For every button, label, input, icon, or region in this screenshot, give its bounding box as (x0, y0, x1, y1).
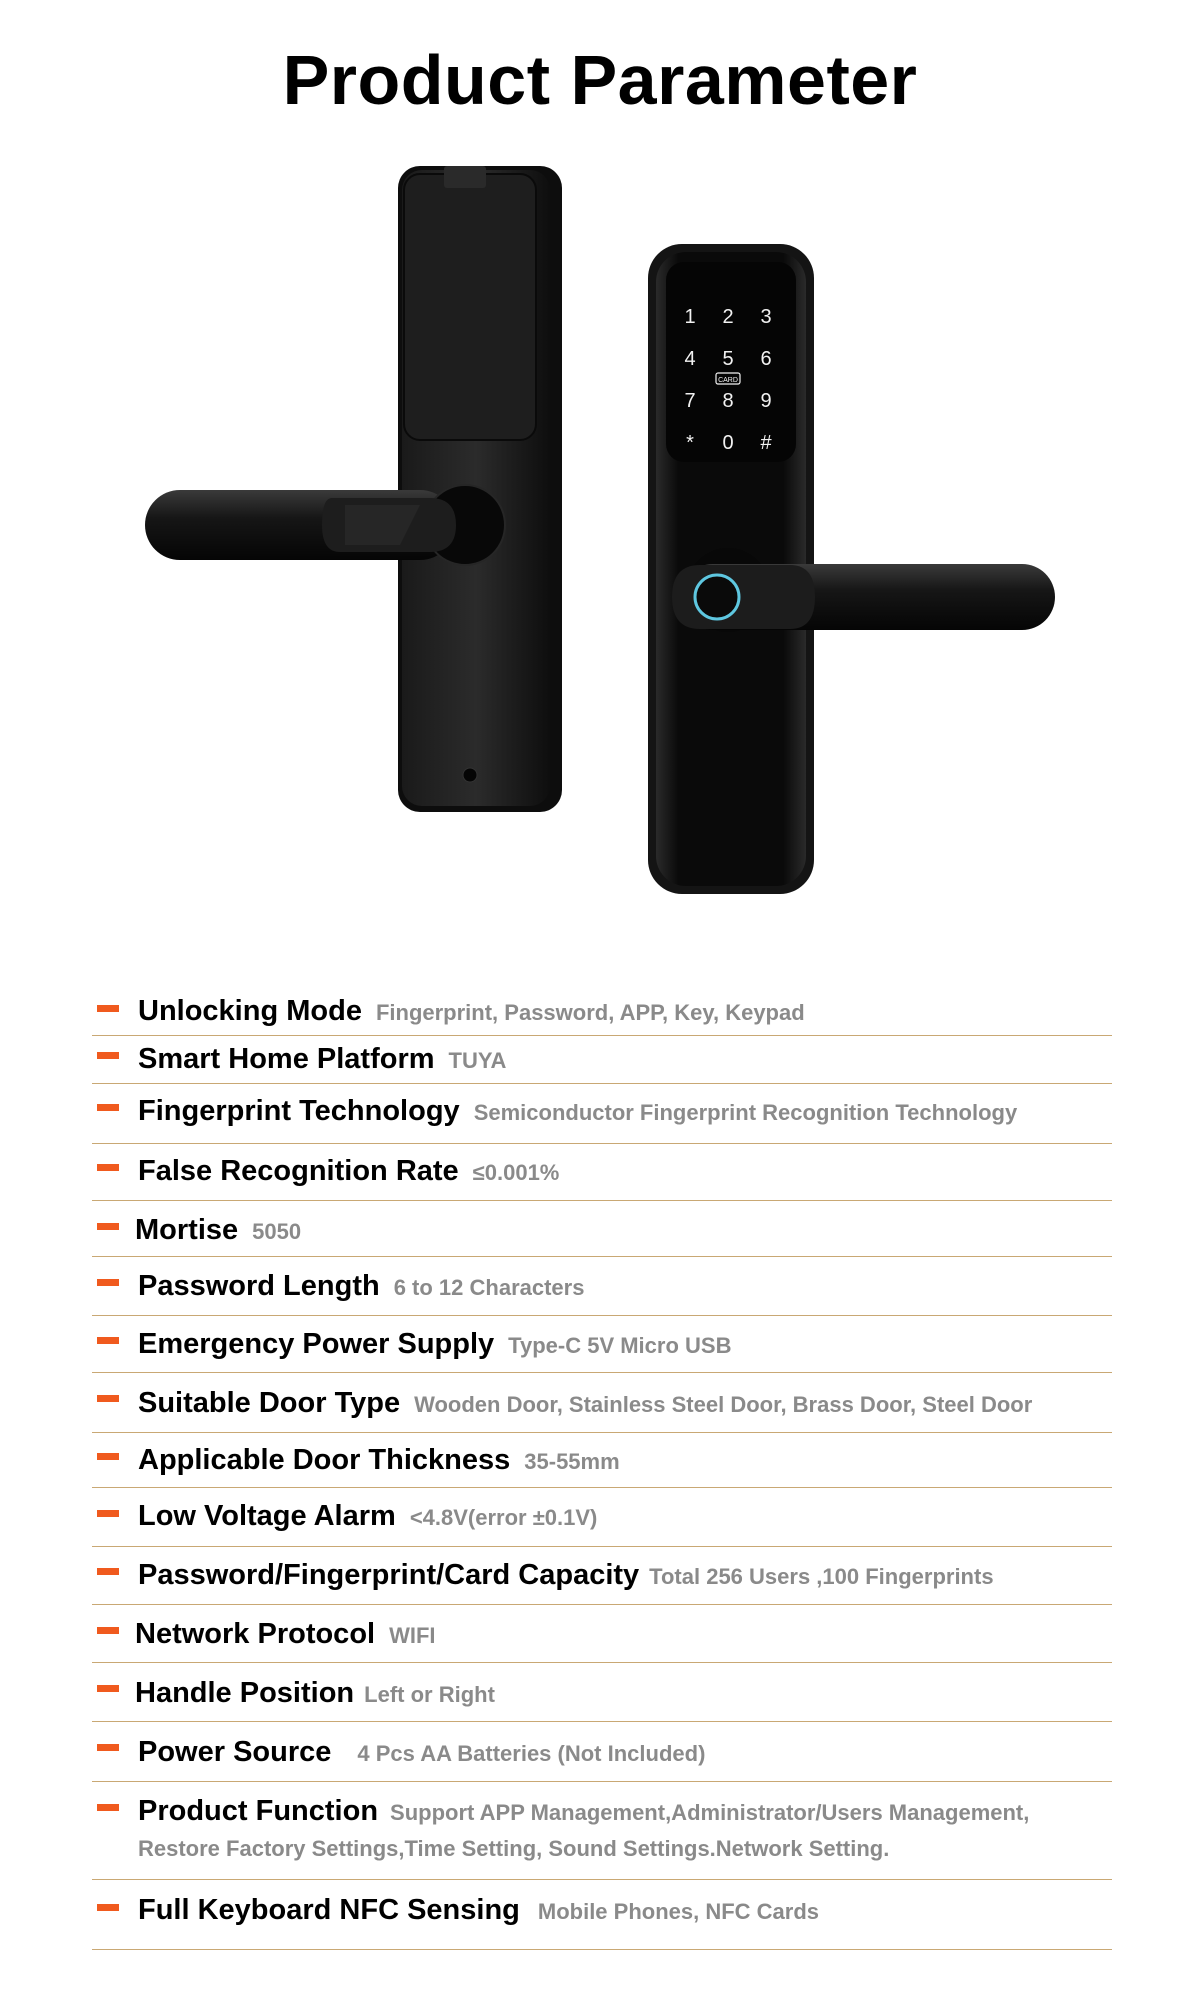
card-label: CARD (718, 377, 738, 384)
orange-bullet-icon (97, 1804, 119, 1811)
spec-label: Product Function (138, 1795, 379, 1827)
orange-bullet-icon (97, 1223, 119, 1230)
key-9[interactable]: 9 (760, 390, 772, 412)
spec-row-fingerprint-technology (92, 1084, 1112, 1144)
key-4[interactable]: 4 (684, 348, 696, 370)
orange-bullet-icon (97, 1337, 119, 1344)
spec-row-password-length (92, 1257, 1112, 1316)
spec-label: Handle Position (135, 1677, 355, 1709)
orange-bullet-icon (97, 1279, 119, 1286)
spec-row-suitable-door-type (92, 1373, 1112, 1433)
spec-label: Power Source (138, 1736, 332, 1768)
spec-value: 35-55mm (524, 1449, 620, 1474)
spec-value: Mobile Phones, NFC Cards (537, 1899, 820, 1924)
spec-value: Semiconductor Fingerprint Recognition Technology (473, 1100, 1018, 1125)
orange-bullet-icon (97, 1005, 119, 1012)
orange-bullet-icon (97, 1052, 119, 1059)
spec-label: Fingerprint Technology (138, 1095, 460, 1127)
key-hash[interactable]: # (760, 432, 772, 454)
orange-bullet-icon (97, 1904, 119, 1911)
spec-value: 6 to 12 Characters (393, 1275, 585, 1300)
spec-row-unlocking-mode (92, 983, 1112, 1036)
spec-label: False Recognition Rate (138, 1155, 459, 1187)
spec-row-mortise (92, 1201, 1112, 1257)
key-1[interactable]: 1 (684, 306, 696, 328)
spec-value: 4 Pcs AA Batteries (Not Included) (357, 1741, 706, 1766)
spec-row-emergency-power-supply (92, 1316, 1112, 1373)
spec-value-line2: Restore Factory Settings,Time Setting, Sound Settings.Network Setting. (138, 1836, 890, 1861)
spec-value: ≤0.001% (472, 1160, 560, 1185)
spec-label: Full Keyboard NFC Sensing (138, 1894, 520, 1926)
orange-bullet-icon (97, 1104, 119, 1111)
spec-label: Suitable Door Type (138, 1387, 401, 1419)
spec-value: Left or Right (364, 1682, 495, 1707)
spec-label: Password Length (138, 1270, 380, 1302)
back-panel-lock (145, 166, 562, 812)
spec-value: Support APP Management,Administrator/Users Management, (390, 1800, 1030, 1825)
orange-bullet-icon (97, 1164, 119, 1171)
spec-row-false-recognition-rate (92, 1144, 1112, 1201)
spec-value: Total 256 Users ,100 Fingerprints (649, 1564, 994, 1589)
spec-row-nfc-sensing (92, 1880, 1112, 1950)
spec-label: Low Voltage Alarm (138, 1500, 396, 1532)
spec-value: Wooden Door, Stainless Steel Door, Brass Door, Steel Door (414, 1392, 1033, 1417)
spec-label: Applicable Door Thickness (138, 1444, 511, 1476)
spec-row-handle-position (92, 1663, 1112, 1722)
spec-row-network-protocol (92, 1605, 1112, 1663)
spec-label: Unlocking Mode (138, 995, 362, 1027)
orange-bullet-icon (97, 1453, 119, 1460)
orange-bullet-icon (97, 1627, 119, 1634)
spec-value: WIFI (389, 1623, 436, 1648)
spec-value: 5050 (252, 1219, 302, 1244)
spec-value: Type-C 5V Micro USB (508, 1333, 732, 1358)
key-8[interactable]: 8 (722, 390, 734, 412)
key-7[interactable]: 7 (684, 390, 696, 412)
orange-bullet-icon (97, 1510, 119, 1517)
orange-bullet-icon (97, 1395, 119, 1402)
spec-row-product-function (92, 1782, 1112, 1880)
spec-row-capacity (92, 1547, 1112, 1605)
key-star[interactable]: * (686, 432, 694, 454)
spec-label: Smart Home Platform (138, 1043, 435, 1075)
spec-label: Password/Fingerprint/Card Capacity (138, 1559, 640, 1591)
orange-bullet-icon (97, 1568, 119, 1575)
spec-label: Mortise (135, 1214, 239, 1246)
spec-list (92, 983, 1112, 1950)
spec-row-smart-home-platform (92, 1036, 1112, 1084)
key-5[interactable]: 5 (722, 348, 734, 370)
spec-label: Network Protocol (135, 1618, 376, 1650)
orange-bullet-icon (97, 1685, 119, 1692)
key-3[interactable]: 3 (760, 306, 772, 328)
front-panel-lock (648, 244, 1055, 894)
orange-bullet-icon (97, 1744, 119, 1751)
fingerprint-sensor-icon[interactable] (695, 575, 739, 619)
key-6[interactable]: 6 (760, 348, 772, 370)
spec-row-applicable-door-thickness (92, 1433, 1112, 1488)
spec-row-power-source (92, 1722, 1112, 1782)
page-title: Product Parameter (282, 41, 918, 119)
key-2[interactable]: 2 (722, 306, 734, 328)
spec-value: TUYA (448, 1048, 507, 1073)
spec-row-low-voltage-alarm (92, 1488, 1112, 1547)
key-0[interactable]: 0 (722, 432, 734, 454)
spec-value: <4.8V(error ±0.1V) (409, 1505, 598, 1530)
spec-value: Fingerprint, Password, APP, Key, Keypad (375, 1000, 805, 1025)
spec-label: Emergency Power Supply (138, 1328, 495, 1360)
smart-lock-product-image (0, 160, 1200, 920)
